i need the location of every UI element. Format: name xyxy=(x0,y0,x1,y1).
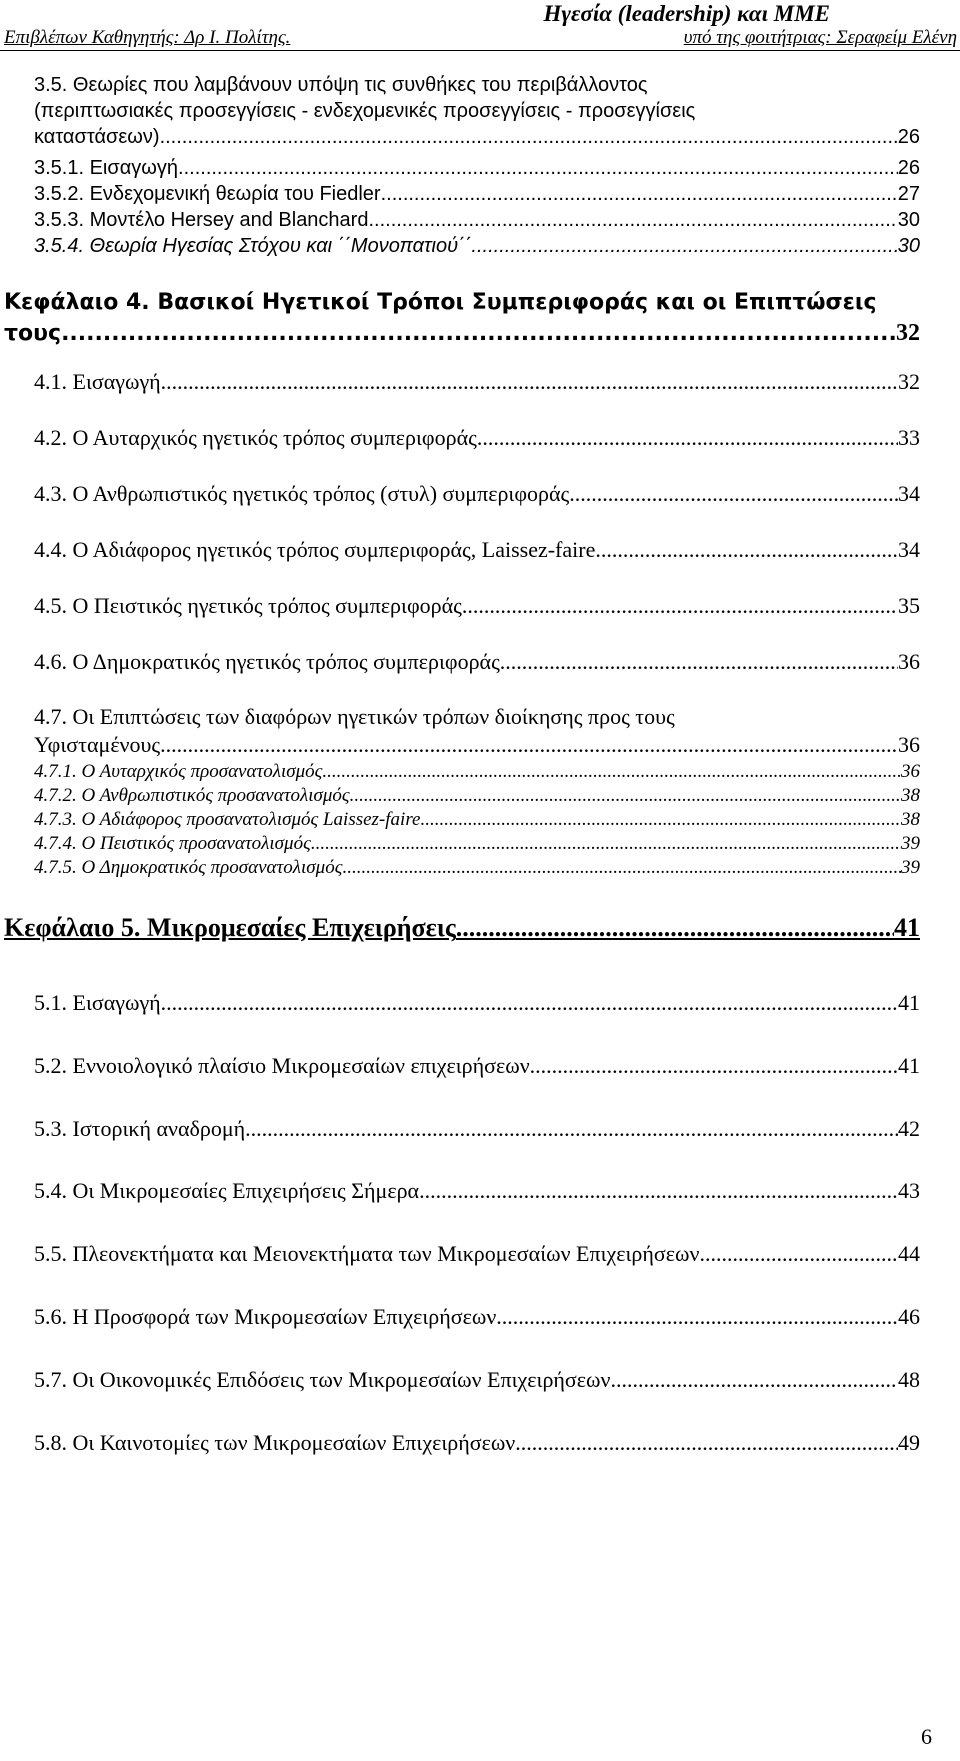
toc-entry-5-5[interactable] xyxy=(0,1240,960,1268)
toc-entry-title: 3.5.4. Θεωρία Ηγεσίας Στόχου και ΄΄Μονοπατιού΄΄ xyxy=(34,235,472,257)
dot-leader xyxy=(161,368,898,396)
toc-entry-title: 4.7.2. Ο Ανθρωπιστικός προσανατολισμός xyxy=(34,785,350,806)
dot-leader xyxy=(381,181,898,207)
toc-entry-title: 5.4. Οι Μικρομεσαίες Επιχειρήσεις Σήμερα xyxy=(34,1178,420,1203)
toc-entry-3-5-1[interactable] xyxy=(0,155,960,181)
dot-leader xyxy=(311,832,901,856)
toc-entry-title: 4.4. Ο Αδιάφορος ηγετικός τρόπος συμπεριφοράς, Laissez-faire xyxy=(34,537,596,562)
toc-entry-3-5[interactable] xyxy=(0,72,960,150)
toc-entry-3-5-4[interactable] xyxy=(0,233,960,259)
dot-leader xyxy=(471,233,897,259)
toc-entry-4-7-3[interactable] xyxy=(0,808,960,832)
toc-page-number: 26 xyxy=(897,126,920,148)
toc-entry-chapter-4[interactable] xyxy=(0,288,960,348)
toc-entry-title: τους xyxy=(4,321,62,346)
toc-page-number: 32 xyxy=(896,320,920,346)
dot-leader xyxy=(530,1052,898,1080)
toc-entry-title: 5.7. Οι Οικονομικές Επιδόσεις των Μικρομεσαίων Επιχειρήσεων xyxy=(34,1367,611,1392)
dot-leader xyxy=(161,989,898,1017)
toc-entry-title: 5.6. Η Προσφορά των Μικρομεσαίων Επιχειρήσεων xyxy=(34,1304,497,1329)
toc-page-number: 38 xyxy=(901,809,920,830)
toc-entry-3-5-3[interactable] xyxy=(0,207,960,233)
toc-entry-title: 4.7.4. Ο Πειστικός προσανατολισμός xyxy=(34,833,311,854)
toc-page-number: 32 xyxy=(898,369,920,394)
toc-entry-title: 4.3. Ο Ανθρωπιστικός ηγετικός τρόπος (στυλ) συμπεριφοράς xyxy=(34,481,570,506)
document-title: Ηγεσία (leadership) και ΜΜΕ xyxy=(543,1,830,26)
toc-page-number: 30 xyxy=(897,235,920,257)
toc-page-number: 34 xyxy=(898,481,920,506)
toc-entry-4-7-2[interactable] xyxy=(0,784,960,808)
dot-leader xyxy=(368,207,897,233)
toc-page-number: 34 xyxy=(898,537,920,562)
toc-entry-title: 5.2. Εννοιολογικό πλαίσιο Μικρομεσαίων επιχειρήσεων xyxy=(34,1053,530,1078)
dot-leader xyxy=(456,912,894,944)
toc-entry-title: 4.7.1. Ο Αυταρχικός προσανατολισμός xyxy=(34,761,323,782)
toc-entry-4-3[interactable] xyxy=(0,480,960,508)
toc-page-number: 43 xyxy=(898,1178,920,1203)
toc-entry-title: καταστάσεων) xyxy=(34,126,160,148)
toc-page-number: 48 xyxy=(898,1367,920,1392)
toc-entry-title: 5.1. Εισαγωγή xyxy=(34,990,161,1015)
toc-page-number: 41 xyxy=(894,913,920,942)
toc-entry-4-4[interactable] xyxy=(0,536,960,564)
dot-leader xyxy=(500,648,898,676)
dot-leader xyxy=(420,808,901,832)
dot-leader xyxy=(419,1177,898,1205)
toc-entry-5-7[interactable] xyxy=(0,1366,960,1394)
dot-leader xyxy=(515,1429,898,1457)
dot-leader xyxy=(322,760,901,784)
toc-entry-4-7-4[interactable] xyxy=(0,832,960,856)
toc-entry-line: 3.5. Θεωρίες που λαμβάνουν υπόψη τις συνθήκες του περιβάλλοντος xyxy=(34,74,648,96)
toc-entry-5-3[interactable] xyxy=(0,1115,960,1143)
toc-page-number: 42 xyxy=(898,1116,920,1141)
toc-entry-5-4[interactable] xyxy=(0,1177,960,1205)
toc-entry-title: Κεφάλαιο 5. Μικρομεσαίες Επιχειρήσεις xyxy=(4,913,456,942)
dot-leader xyxy=(462,592,898,620)
dot-leader xyxy=(350,784,901,808)
toc-entry-title: 3.5.1. Εισαγωγή xyxy=(34,157,179,179)
toc-entry-4-2[interactable] xyxy=(0,424,960,452)
toc-entry-4-7-5[interactable] xyxy=(0,856,960,880)
toc-entry-title: 5.5. Πλεονεκτήματα και Μειονεκτήματα των Μικρομεσαίων Επιχειρήσεων xyxy=(34,1241,700,1266)
dot-leader xyxy=(160,731,898,759)
toc-page-number: 46 xyxy=(898,1304,920,1329)
dot-leader xyxy=(342,856,901,880)
toc-entry-4-6[interactable] xyxy=(0,648,960,676)
page-number: 6 xyxy=(921,1724,932,1749)
toc-entry-5-1[interactable] xyxy=(0,989,960,1017)
dot-leader xyxy=(496,1303,898,1331)
toc-entry-4-7-1[interactable] xyxy=(0,760,960,784)
dot-leader xyxy=(610,1366,898,1394)
dot-leader xyxy=(569,480,898,508)
toc-page-number: 38 xyxy=(901,785,920,806)
toc-page-number: 30 xyxy=(897,209,920,231)
toc-entry-line: (περιπτωσιακές προσεγγίσεις - ενδεχομενικές προσεγγίσεις - προσεγγίσεις xyxy=(34,100,696,122)
toc-entry-5-6[interactable] xyxy=(0,1303,960,1331)
toc-page-number: 36 xyxy=(901,761,920,782)
toc-page-number: 41 xyxy=(898,1053,920,1078)
toc-page-number: 44 xyxy=(898,1241,920,1266)
toc-entry-title: 4.5. Ο Πειστικός ηγετικός τρόπος συμπεριφοράς xyxy=(34,593,462,618)
toc-entry-title: 4.7.3. Ο Αδιάφορος προσανατολισμός Laissez-faire xyxy=(34,809,421,830)
toc-entry-3-5-2[interactable] xyxy=(0,181,960,207)
toc-page-number: 33 xyxy=(898,425,920,450)
dot-leader xyxy=(178,155,898,181)
toc-entry-title: 5.3. Ιστορική αναδρομή xyxy=(34,1116,246,1141)
toc-page-number: 49 xyxy=(898,1430,920,1455)
toc-page-number: 35 xyxy=(898,593,920,618)
supervisor-label: Επιβλέπων Καθηγητής: Δρ Ι. Πολίτης. xyxy=(4,27,291,48)
toc-page-number: 36 xyxy=(898,649,920,674)
toc-entry-title: 5.8. Οι Καινοτομίες των Μικρομεσαίων Επιχειρήσεων xyxy=(34,1430,516,1455)
toc-entry-4-1[interactable] xyxy=(0,368,960,396)
toc-entry-chapter-5[interactable] xyxy=(0,912,960,944)
toc-entry-title: 4.1. Εισαγωγή xyxy=(34,369,161,394)
toc-page-number: 36 xyxy=(898,732,920,757)
page-header xyxy=(0,0,960,51)
toc-entry-title: 4.6. Ο Δημοκρατικός ηγετικός τρόπος συμπεριφοράς xyxy=(34,649,500,674)
dot-leader xyxy=(699,1240,898,1268)
toc-entry-5-8[interactable] xyxy=(0,1429,960,1457)
toc-entry-title: 3.5.2. Ενδεχομενική θεωρία του Fiedler xyxy=(34,183,381,205)
student-label: υπό της φοιτήτριας: Σεραφείμ Ελένη xyxy=(683,27,957,48)
toc-page-number: 26 xyxy=(897,157,920,179)
toc-entry-title: Υφισταμένους xyxy=(34,732,161,757)
toc-entry-title: 3.5.3. Μοντέλο Hersey and Blanchard xyxy=(34,209,369,231)
dot-leader xyxy=(477,424,898,452)
dot-leader xyxy=(160,124,898,150)
dot-leader xyxy=(595,536,898,564)
toc-page-number: 41 xyxy=(898,990,920,1015)
toc-page-number: 39 xyxy=(901,833,920,854)
toc-entry-4-5[interactable] xyxy=(0,592,960,620)
toc-entry-title: 4.7.5. Ο Δημοκρατικός προσανατολισμός xyxy=(34,857,343,878)
toc-entry-title: 4.2. Ο Αυταρχικός ηγετικός τρόπος συμπεριφοράς xyxy=(34,425,477,450)
toc-page-number: 27 xyxy=(897,183,920,205)
toc-entry-line: Κεφάλαιο 4. Βασικοί Ηγετικοί Τρόποι Συμπεριφοράς και οι Επιπτώσεις xyxy=(4,290,877,315)
dot-leader xyxy=(61,319,896,349)
toc-entry-line: 4.7. Οι Επιπτώσεις των διαφόρων ηγετικών τρόπων διοίκησης προς τους xyxy=(34,704,675,729)
toc-page-number: 39 xyxy=(901,857,920,878)
toc-entry-4-7[interactable] xyxy=(0,703,960,759)
dot-leader xyxy=(245,1115,898,1143)
toc-entry-5-2[interactable] xyxy=(0,1052,960,1080)
